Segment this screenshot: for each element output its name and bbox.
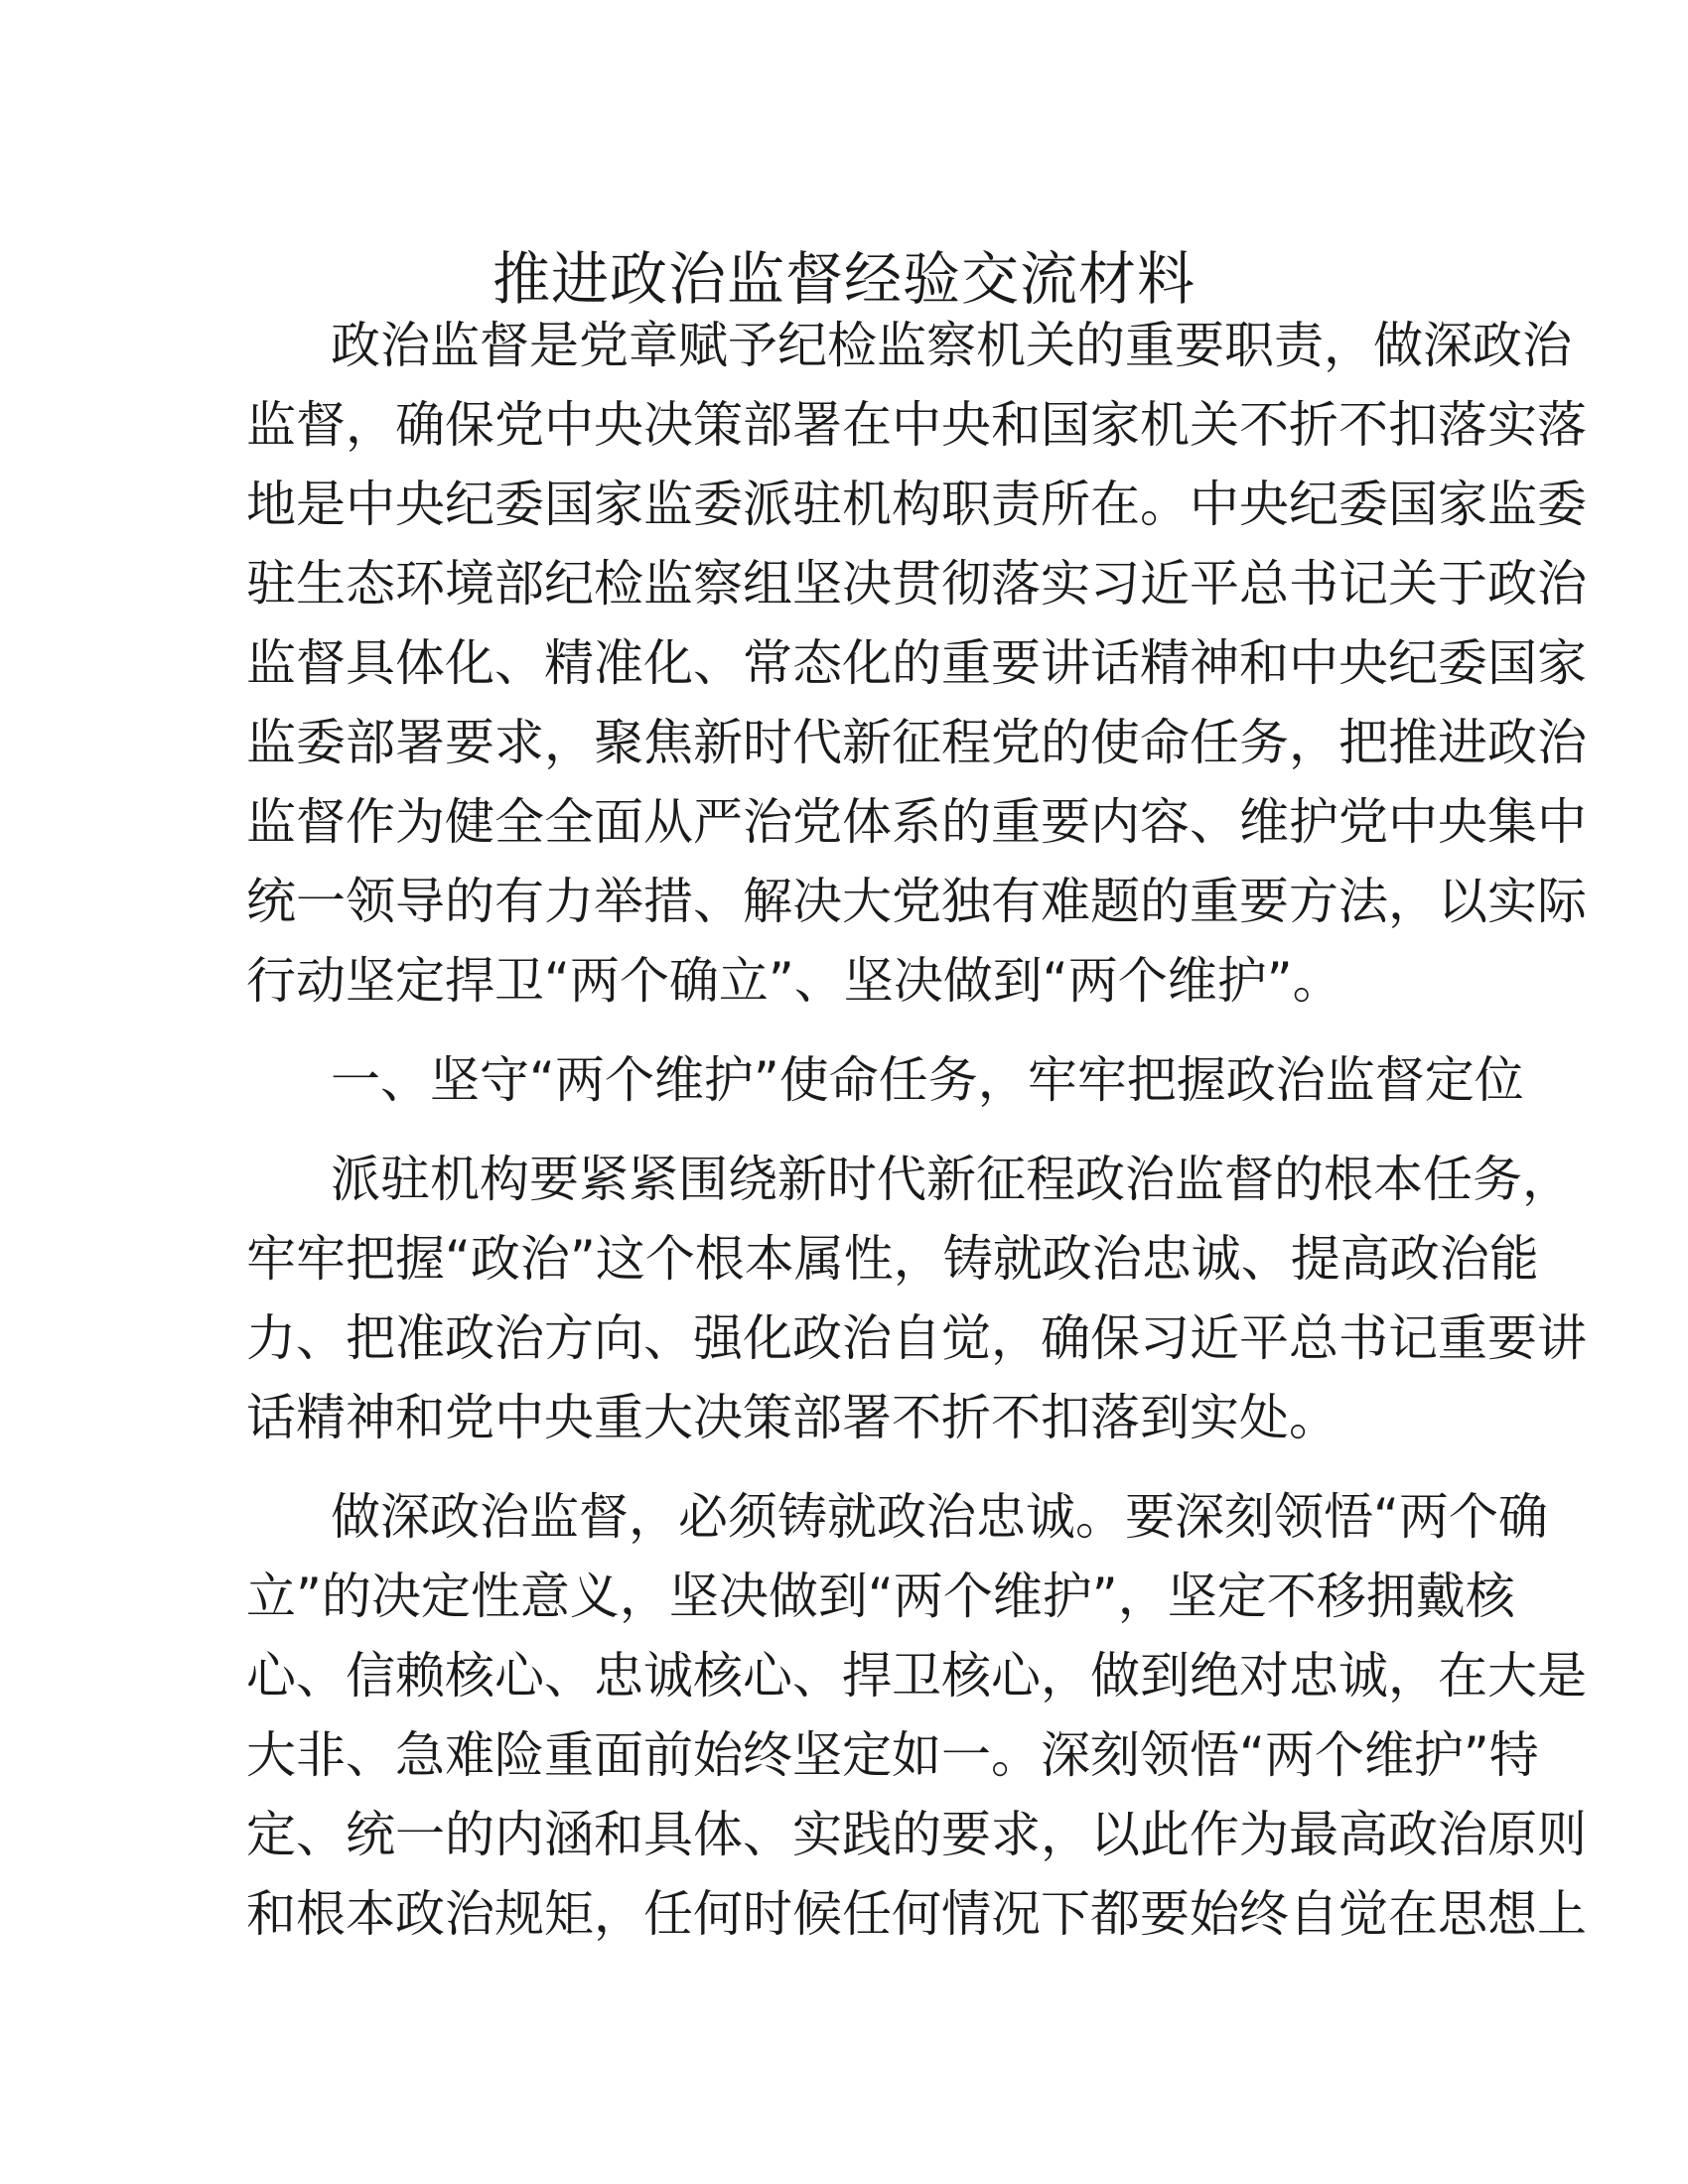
paragraph-1-line-8: 统一领导的有力举措、解决大党独有难题的重要方法，以实际: [246, 873, 1587, 930]
paragraph-1-line-4: 驻生态环境部纪检监察组坚决贯彻落实习近平总书记关于政治: [246, 555, 1587, 613]
paragraph-2-line-4: 话精神和党中央重大决策部署不折不扣落到实处。: [246, 1389, 1338, 1446]
paragraph-1-line-6: 监委部署要求，聚焦新时代新征程党的使命任务，把推进政治: [246, 714, 1587, 771]
paragraph-1-line-3: 地是中央纪委国家监委派驻机构职责所在。中央纪委国家监委: [246, 476, 1587, 533]
paragraph-1-line-5: 监督具体化、精准化、常态化的重要讲话精神和中央纪委国家: [246, 634, 1587, 692]
paragraph-2-line-2: 牢牢把握“政治”这个根本属性，铸就政治忠诚、提高政治能: [246, 1230, 1539, 1288]
paragraph-2-line-1: 派驻机构要紧紧围绕新时代新征程政治监督的根本任务，: [331, 1151, 1572, 1208]
paragraph-3-line-1: 做深政治监督，必须铸就政治忠诚。要深刻领悟“两个确: [331, 1488, 1548, 1546]
paragraph-3-line-6: 和根本政治规矩，任何时候任何情况下都要始终自觉在思想上: [246, 1885, 1587, 1943]
paragraph-1-line-2: 监督，确保党中央决策部署在中央和国家机关不折不扣落实落: [246, 396, 1587, 454]
paragraph-3-line-2: 立”的决定性意义，坚决做到“两个维护”，坚定不移拥戴核: [246, 1568, 1515, 1625]
paragraph-3-line-4: 大非、急难险重面前始终坚定如一。深刻领悟“两个维护”特: [246, 1726, 1539, 1784]
document-title: 推进政治监督经验交流材料: [492, 244, 1196, 313]
section-heading-1: 一、坚守“两个维护”使命任务，牢牢把握政治监督定位: [331, 1051, 1524, 1109]
paragraph-1-line-9: 行动坚定捍卫“两个确立”、坚决做到“两个维护”。: [246, 952, 1342, 1010]
paragraph-3-line-5: 定、统一的内涵和具体、实践的要求，以此作为最高政治原则: [246, 1806, 1587, 1863]
paragraph-2-line-3: 力、把准政治方向、强化政治自觉，确保习近平总书记重要讲: [246, 1309, 1587, 1367]
paragraph-1-line-7: 监督作为健全全面从严治党体系的重要内容、维护党中央集中: [246, 793, 1587, 851]
paragraph-3-line-3: 心、信赖核心、忠诚核心、捍卫核心，做到绝对忠诚，在大是: [246, 1647, 1587, 1705]
paragraph-1-line-1: 政治监督是党章赋予纪检监察机关的重要职责，做深政治: [331, 317, 1572, 374]
